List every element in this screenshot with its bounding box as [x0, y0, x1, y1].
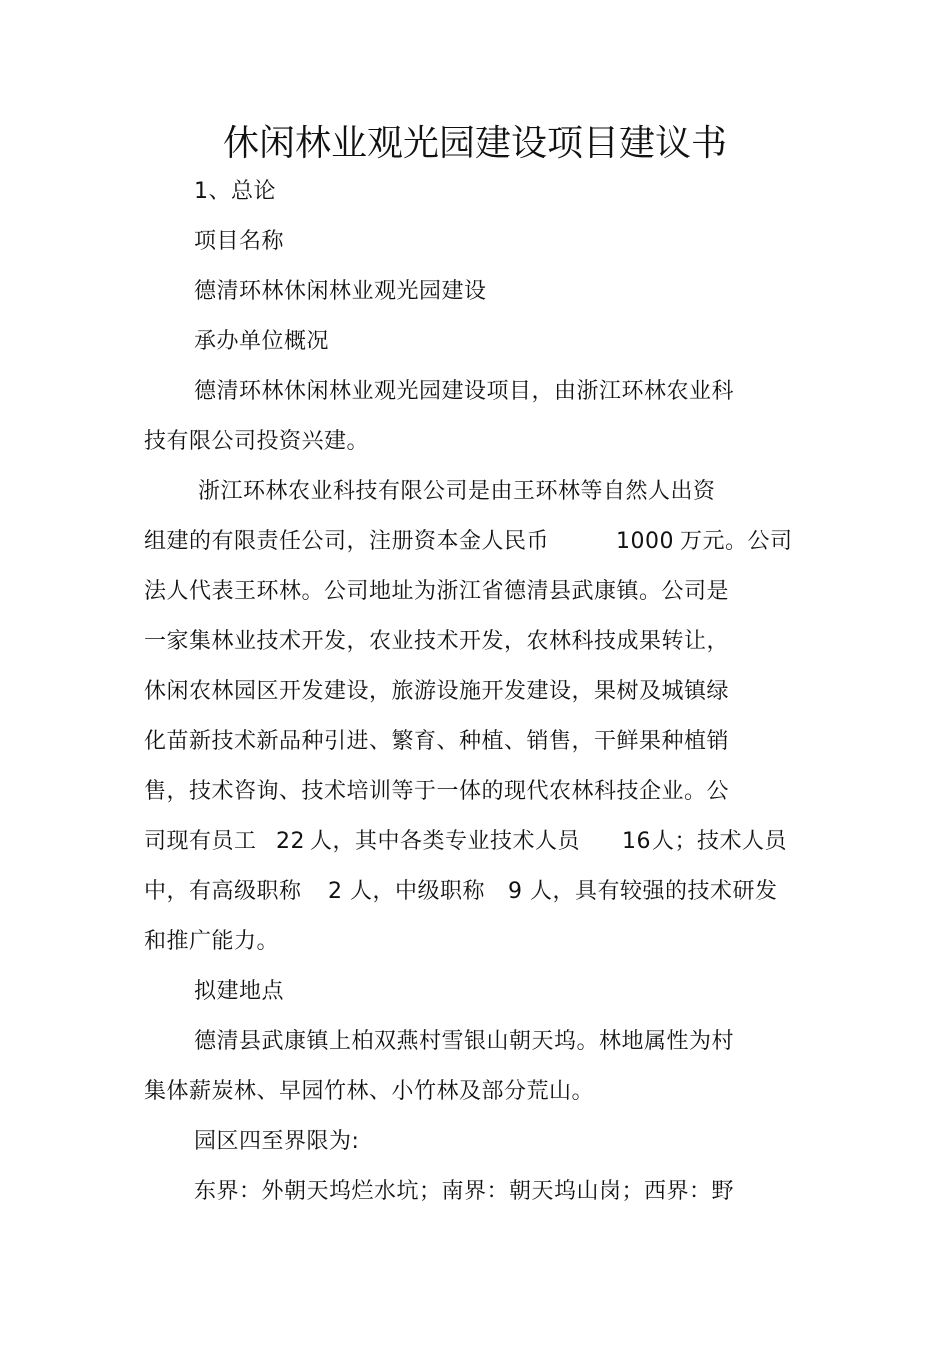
title-text: 人，具有较强的技术研发 — [530, 879, 778, 904]
staff-text: 司现有员工 — [144, 829, 257, 854]
paragraph-line: 浙江环林农业科技有限公司是由王环林等自然人出资 — [198, 479, 716, 504]
subheading-project-name: 项目名称 — [194, 229, 285, 254]
paragraph-line: 集体薪炭林、早园竹林、小竹林及部分荒山。 — [144, 1079, 595, 1104]
paragraph-line: 休闲农林园区开发建设，旅游设施开发建设，果树及城镇绿 — [144, 679, 730, 704]
paragraph-line: 和推广能力。 — [144, 929, 280, 954]
paragraph-line: 德清环林休闲林业观光园建设项目，由浙江环林农业科 — [194, 379, 735, 404]
capital-amount: 1000 — [616, 529, 674, 554]
paragraph-line: 售，技术咨询、技术培训等于一体的现代农林科技企业。公 — [144, 779, 730, 804]
senior-title-count: 2 — [328, 879, 343, 904]
paragraph-line: 一家集林业技术开发，农业技术开发，农林科技成果转让， — [144, 629, 730, 654]
project-name-text: 德清环林休闲林业观光园建设 — [194, 279, 487, 304]
staff-count-total: 22 — [276, 829, 305, 854]
paragraph-line: 法人代表王环林。公司地址为浙江省德清县武康镇。公司是 — [144, 579, 730, 604]
paragraph-line: 德清县武康镇上柏双燕村雪银山朝天坞。林地属性为村 — [194, 1029, 735, 1054]
paragraph-line: 园区四至界限为: — [194, 1129, 360, 1154]
paragraph-line-staff — [144, 827, 804, 857]
paragraph-line-capital — [144, 527, 804, 557]
document-title: 休闲林业观光园建设项目建议书 — [222, 123, 727, 164]
subheading-organizer: 承办单位概况 — [194, 329, 330, 354]
capital-text: 组建的有限责任公司，注册资本金人民币 — [144, 529, 550, 554]
paragraph-line: 东界：外朝天坞烂水坑；南界：朝天坞山岗；西界：野 — [194, 1179, 735, 1204]
title-text: 人，中级职称 — [350, 879, 486, 904]
capital-unit-text: 万元。公司 — [680, 529, 793, 554]
paragraph-line: 技有限公司投资兴建。 — [144, 429, 370, 454]
paragraph-line: 化苗新技术新品种引进、繁育、种植、销售，干鲜果种植销 — [144, 729, 730, 754]
staff-count-technical: 16 — [622, 829, 651, 854]
middle-title-count: 9 — [508, 879, 523, 904]
section-heading-overview: 1、总论 — [194, 179, 276, 204]
title-text: 中，有高级职称 — [144, 879, 302, 904]
staff-text: 人，其中各类专业技术人员 — [310, 829, 581, 854]
subheading-location: 拟建地点 — [194, 979, 285, 1004]
staff-text: 人；技术人员 — [652, 829, 788, 854]
paragraph-line-titles — [144, 877, 804, 907]
